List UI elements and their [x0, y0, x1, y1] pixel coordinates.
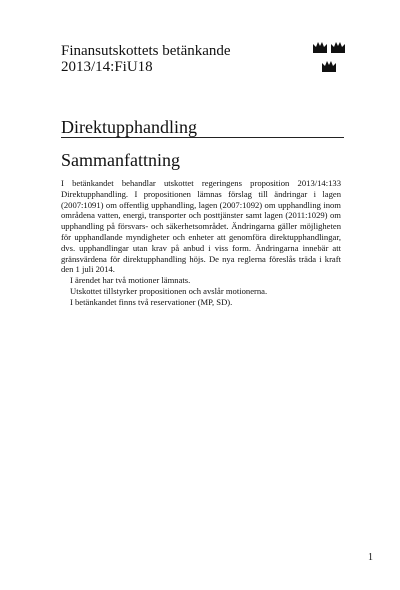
three-crowns-icon [312, 40, 346, 75]
summary-body [61, 178, 341, 308]
summary-paragraph: Utskottet tillstyrker propositionen och avslår motionerna. [70, 285, 268, 296]
summary-paragraph: I ärendet har två motioner lämnats. [70, 275, 191, 286]
document-title: Direktupphandling [61, 117, 197, 137]
document-header [61, 43, 231, 75]
report-reference: 2013/14:FiU18 [61, 59, 153, 75]
summary-paragraph: I betänkandet behandlar utskottet regeringens proposition 2013/14:133 Direktupphandling. I propositionen lämnas förslag till ändringar i lagen (2007:1091) om offentlig upphandling, lagen (2007:1092) om upphandling inom områdena vatten, energi, transporter och posttjänster samt lagen (2011:1029) om upphandling på försvars- och säkerhetsområdet. Ändringarna gäller möjligheten för upphandlande myndigheter och enheter att genomföra direktupphandlingar, dvs. upphandlingar utan krav på anbud i viss form. Ändringarna innebär att gränsvärdena för direktupphandling höjs. De nya reglerna föreslås träda i kraft den 1 juli 2014. [61, 178, 341, 275]
committee-name: Finansutskottets betänkande [61, 43, 231, 59]
page-number: 1 [368, 552, 373, 563]
summary-paragraph: I betänkandet finns två reservationer (MP, SD). [70, 296, 233, 307]
title-divider [61, 137, 344, 138]
section-heading: Sammanfattning [61, 150, 180, 170]
